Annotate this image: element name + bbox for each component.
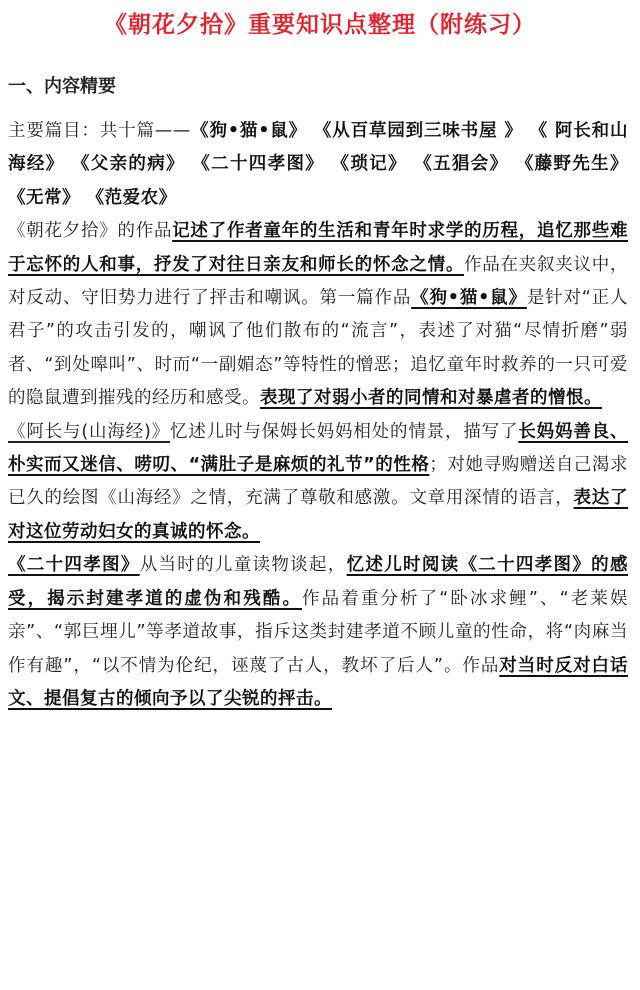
emphasis-span: 忆述儿时阅读《二十四孝图》的感受，揭示封建孝道的虚伪和残酷。 [8, 555, 628, 609]
section-heading: 一、内容精要 [8, 76, 116, 97]
work-title-span: 《阿长与(山海经)》 [8, 421, 170, 442]
emphasis-span: 长妈妈善良、朴实而又迷信、唠叨、“满肚子是麻烦的礼节”的性格 [8, 421, 629, 476]
emphasis-span: 记述了作者童年的生活和青年时求学的历程，追忆那些难于忘怀的人和事，抒发了对往日亲友和师长的怀念之情。 [8, 221, 629, 275]
main-works-prefix: 主要篇目：共十篇—— [8, 121, 191, 141]
text-span: 从当时的儿童读物谈起， [139, 555, 347, 576]
work-title-span: 《二十四孝图》 [8, 555, 140, 576]
emphasis-span: 表达了对这位劳动妇女的真诚的怀念。 [8, 488, 629, 542]
text-span: 作品在夹叙夹议中，对反动、守旧势力进行了抨击和嘲讽。第一篇作品 [8, 254, 629, 309]
page-title: 《朝花夕拾》重要知识点整理（附练习） [104, 12, 536, 38]
document-body [8, 115, 628, 716]
text-span: 《朝花夕拾》的作品 [8, 221, 173, 242]
text-span: 作品着重分析了“卧冰求鲤”、“老莱娱亲”、“郭巨埋儿”等孝道故事，指斥这类封建孝道不顾儿童的性命，将“肉麻当作有趣”，“以不情为伦纪，诬蔑了古人，教坏了后人”。作品 [8, 588, 628, 676]
main-works-paragraph [8, 115, 628, 215]
emphasis-span: 表现了对弱小者的同情和对暴虐者的憎恨。 [260, 388, 602, 409]
text-span: 忆述儿时与保姆长妈妈相处的情景，描写了 [170, 421, 519, 442]
text-span: ；对她寻购赠送自己渴求已久的绘图《山海经》之情，充满了尊敬和感激。文章用深情的语言， [8, 455, 628, 509]
paragraph-twenty-four-filial [8, 549, 628, 716]
text-span: 是针对“正人君子”的攻击引发的，嘲讽了他们散布的“流言”，表述了对猫“尽情折磨”弱者、“到处嗥叫”、时而“一副媚态”等特性的憎恶；追忆童年时救养的一只可爱的隐鼠遭到摧残的经历和感受。 [8, 288, 629, 409]
emphasis-span: 对当时反对白话文、提倡复古的倾向予以了尖锐的抨击。 [8, 655, 628, 709]
emphasis-span: 《狗•猫•鼠》 [411, 288, 527, 309]
paragraph-overview [8, 215, 628, 415]
main-works-list: 《狗•猫•鼠》 《从百草园到三味书屋 》 《 阿长和山海经》 《父亲的病》 《二十四孝图》 《琐记》 《五猖会》 《藤野先生》 《无常》 《范爱农》 [8, 121, 629, 208]
paragraph-a-chang [8, 416, 628, 550]
